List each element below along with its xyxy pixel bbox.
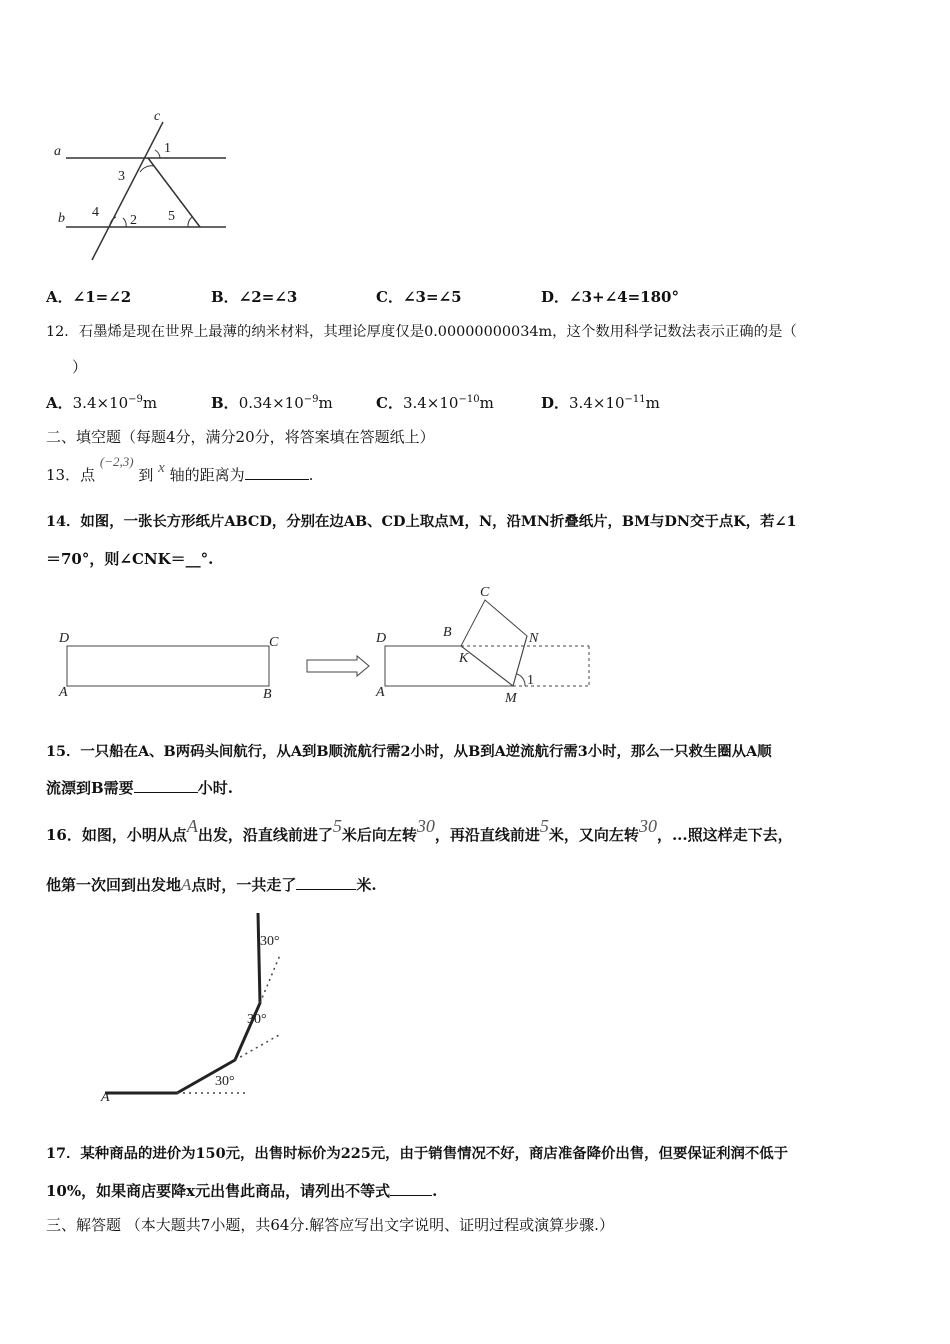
fold-label-m: M (505, 691, 517, 706)
q16-stem: 16．如图，小明从点A出发，沿直线前进了5米后向左转30，再沿直线前进5米，又向左转30，...照这样走下去， (46, 816, 793, 844)
q14-stem: 14．如图，一张长方形纸片ABCD，分别在边AB、CD上取点M，N，沿MN折叠纸片，BM与DN交于点K，若∠1 (46, 513, 797, 530)
label-c: c (154, 109, 161, 124)
rect-label-a: A (59, 685, 68, 700)
path-angle-2-label: 30° (247, 1012, 267, 1027)
q11-option-b: B．∠2=∠3 (211, 288, 298, 306)
q15-stem: 15．一只船在A、B两码头间航行，从A到B顺流航行需2小时，从B到A逆流航行需3小时，那么一只救生圈从A顺 (46, 743, 772, 760)
fold-label-b: B (443, 625, 452, 640)
q13-answer-blank (245, 465, 309, 480)
section-3-heading: 三、解答题 （本大题共7小题，共64分.解答应写出文字说明、证明过程或演算步骤.） (46, 1216, 614, 1234)
label-a: a (54, 144, 61, 159)
q16-answer-blank (296, 875, 356, 890)
rect-label-d: D (59, 631, 70, 646)
angle-5-label: 5 (168, 209, 175, 224)
fold-angle-1-label: 1 (527, 673, 534, 688)
angle-2-label: 2 (130, 213, 137, 228)
rect-label-b: B (263, 687, 272, 702)
angle-1-label: 1 (164, 141, 171, 156)
angle-4-label: 4 (92, 205, 99, 220)
q12-option-d: D．$3.4\times 10^{-11}m$ (541, 394, 660, 412)
q13-point: (−2,3) (99, 454, 134, 469)
path-angle-3-label: 30° (215, 1074, 235, 1089)
q17-stem: 17．某种商品的进价为150元，出售时标价为225元，由于销售情况不好，商店准备降价出售，但要保证利润不低于 (46, 1145, 789, 1162)
q16-stem-2: 他第一次回到出发地A点时，一共走了 米. (46, 875, 377, 894)
label-b: b (58, 211, 65, 226)
path-start-label-a: A (101, 1090, 110, 1105)
section-2-heading: 二、填空题（每题4分，满分20分，将答案填在答题纸上） (46, 428, 435, 446)
q12-option-a: A．$3.4\times 10^{-9}m$ (46, 394, 158, 412)
path-angle-1-label: 30° (260, 934, 280, 949)
fold-label-a: A (376, 685, 385, 700)
q11-option-d: D．∠3+∠4=180° (541, 288, 679, 306)
rect-label-c: C (269, 635, 279, 650)
folding-rectangle-figure (55, 580, 605, 710)
q12-option-b: B．$0.34\times 10^{-9}m$ (211, 394, 333, 412)
q12-stem: 12．石墨烯是现在世界上最薄的纳米材料，其理论厚度仅是0.00000000034m，这个数用科学记数法表示正确的是（ (46, 324, 797, 340)
q13-text: 13．点 (−2,3) 到 x 轴的距离为 . (46, 454, 314, 484)
fold-label-n: N (529, 631, 539, 646)
fold-label-k: K (459, 651, 469, 666)
q13-axis: x (158, 460, 165, 476)
q14-stem-2: ＝70°，则∠CNK＝__°. (46, 550, 214, 568)
q12-stem-close: ） (72, 358, 88, 376)
fold-label-d: D (376, 631, 387, 646)
q15-answer-blank (134, 778, 198, 793)
q15-stem-2: 流漂到B需要 小时. (46, 779, 233, 797)
q11-option-a: A．∠1=∠2 (46, 288, 132, 306)
q11-option-c: C．∠3=∠5 (376, 288, 462, 306)
parallel-lines-figure (40, 100, 250, 270)
q17-answer-blank (390, 1181, 432, 1196)
line-c (92, 122, 163, 260)
fold-label-c: C (480, 585, 490, 600)
q12-option-c: C．$3.4\times 10^{-10}m$ (376, 394, 494, 412)
walking-path-figure (95, 905, 325, 1110)
angle-3-label: 3 (118, 169, 125, 184)
arrow-icon (307, 656, 369, 676)
q17-stem-2: 10%，如果商店要降x元出售此商品，请列出不等式 . (46, 1182, 438, 1200)
